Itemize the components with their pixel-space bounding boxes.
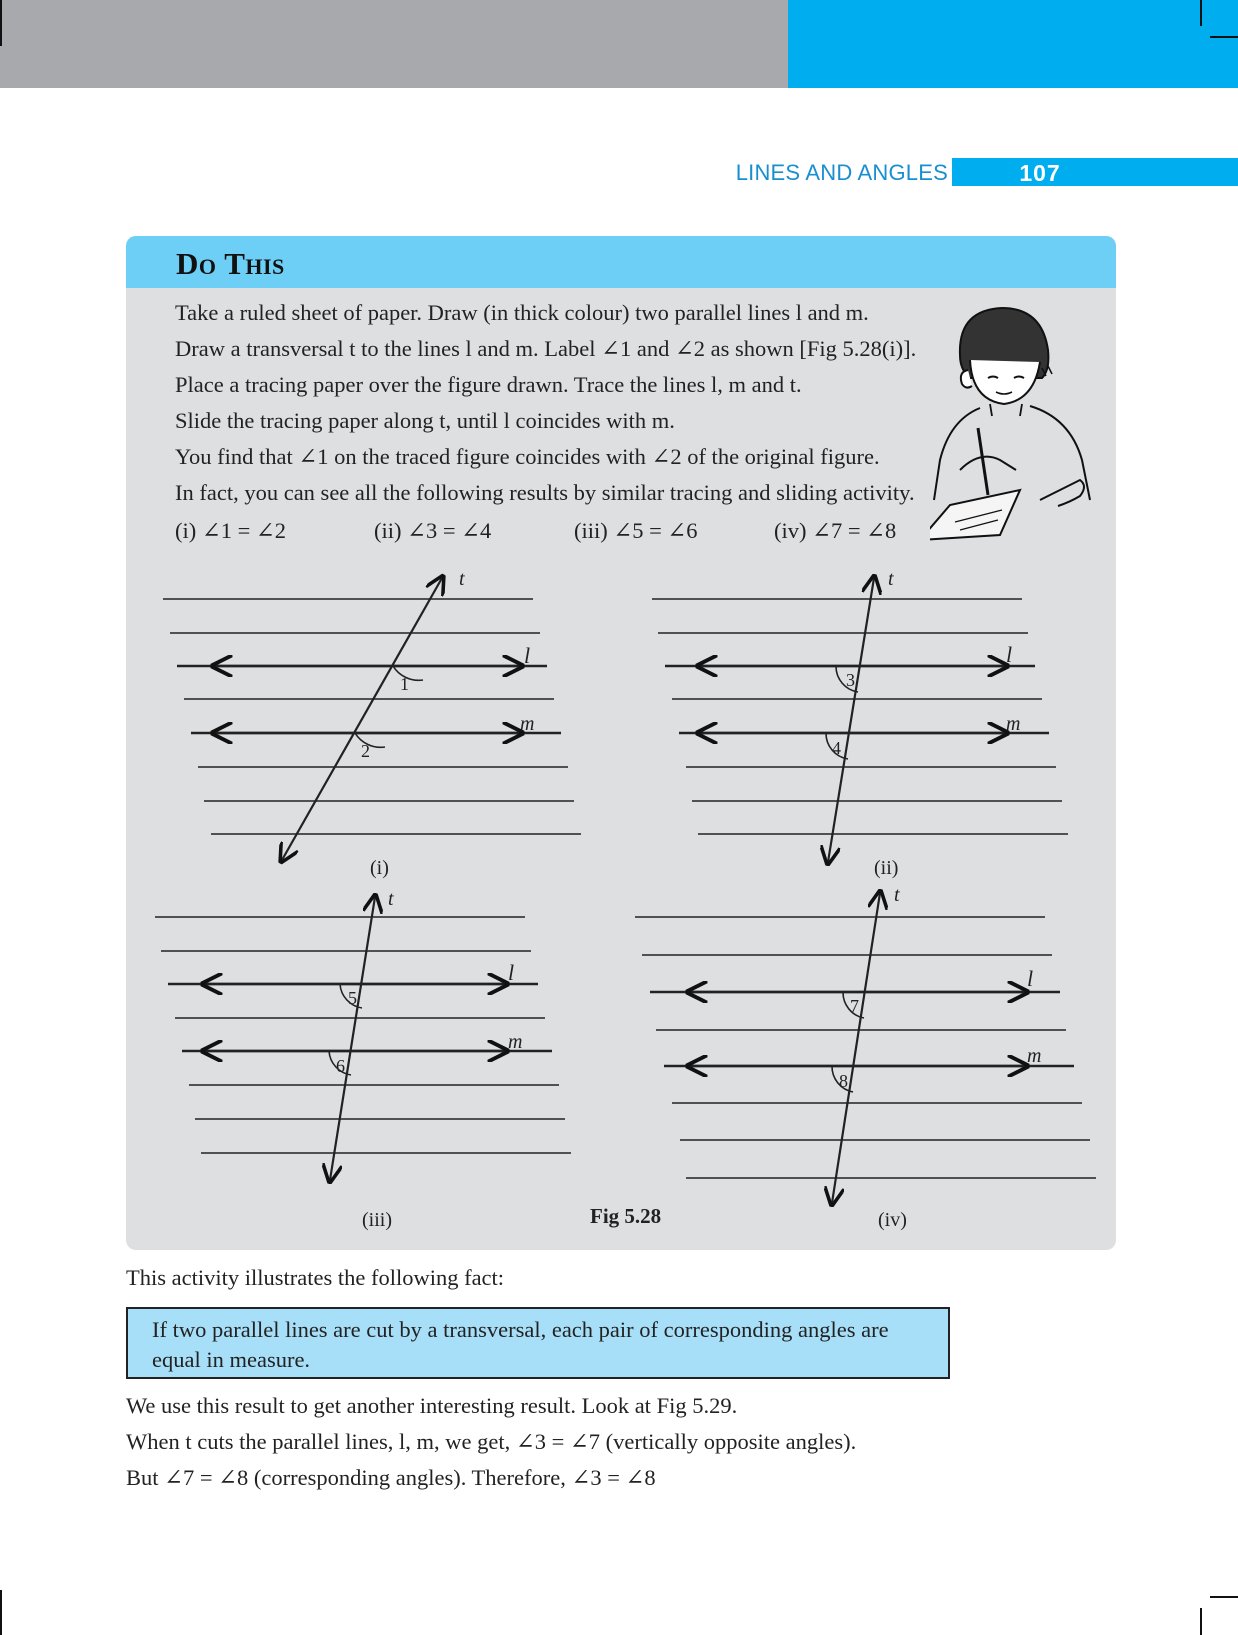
panel-iii-angle-5: 5: [348, 988, 357, 1008]
result-item: (ii) ∠3 = ∠4: [374, 518, 492, 543]
activity-line: Place a tracing paper over the figure drawn. Trace the lines l, m and t.: [175, 372, 802, 397]
result-item: (i) ∠1 = ∠2: [175, 518, 287, 543]
panel-iv-label-l: l: [1027, 966, 1034, 991]
panel-ii-label-t: t: [888, 568, 894, 590]
do-this-title: Do This: [176, 246, 285, 281]
panel-i-label-l: l: [524, 643, 531, 668]
panel-iv-caption: (iv): [878, 1209, 907, 1231]
panel-iii-label-l: l: [508, 960, 515, 985]
panel-iii-angle-6: 6: [336, 1056, 345, 1076]
figure-caption: Fig 5.28: [590, 1204, 662, 1228]
paragraph-line: We use this result to get another interesting result. Look at Fig 5.29.: [126, 1393, 738, 1418]
activity-line: Draw a transversal t to the lines l and m. Label ∠1 and ∠2 as shown [Fig 5.28(i)].: [175, 336, 917, 361]
panel-iii-label-t: t: [388, 888, 394, 910]
page-number: 107: [1019, 160, 1061, 186]
panel-i-angle-2: 2: [361, 741, 370, 761]
panel-iii-caption: (iii): [362, 1209, 392, 1231]
panel-iv-label-t: t: [894, 884, 900, 906]
fact-box: [126, 1307, 950, 1379]
panel-iv-angle-8: 8: [839, 1071, 848, 1091]
fact-statement: If two parallel lines are cut by a transversal, each pair of corresponding angles are equal in measure.: [152, 1317, 889, 1372]
panel-ii-angle-3: 3: [846, 670, 855, 690]
panel-ii-label-m: m: [1006, 713, 1021, 735]
panel-i-label-t: t: [459, 568, 465, 590]
panel-iv-label-m: m: [1027, 1045, 1042, 1067]
panel-ii-label-l: l: [1006, 642, 1013, 667]
paragraph-line: When t cuts the parallel lines, l, m, we get, ∠3 = ∠7 (vertically opposite angles).: [126, 1429, 857, 1454]
activity-line: You find that ∠1 on the traced figure coincides with ∠2 of the original figure.: [175, 444, 880, 469]
panel-iii-label-m: m: [508, 1031, 523, 1053]
panel-i-angle-1: 1: [400, 674, 409, 694]
activity-line: Slide the tracing paper along t, until l coincides with m.: [175, 408, 675, 433]
panel-iv-angle-7: 7: [850, 996, 859, 1016]
paragraph-line: But ∠7 = ∠8 (corresponding angles). Therefore, ∠3 = ∠8: [126, 1465, 656, 1490]
panel-i-diagram: [163, 578, 581, 860]
panel-i-caption: (i): [370, 857, 389, 879]
panel-ii-angle-4: 4: [832, 738, 841, 758]
result-item: (iv) ∠7 = ∠8: [774, 518, 897, 543]
fact-intro: This activity illustrates the following fact:: [126, 1265, 505, 1290]
panel-i-label-m: m: [520, 713, 535, 735]
activity-line: Take a ruled sheet of paper. Draw (in thick colour) two parallel lines l and m.: [175, 300, 869, 325]
result-item: (iii) ∠5 = ∠6: [574, 518, 698, 543]
activity-line: In fact, you can see all the following results by similar tracing and sliding activity.: [175, 480, 915, 505]
panel-ii-caption: (ii): [874, 857, 899, 879]
running-title: LINES AND ANGLES: [735, 160, 948, 185]
